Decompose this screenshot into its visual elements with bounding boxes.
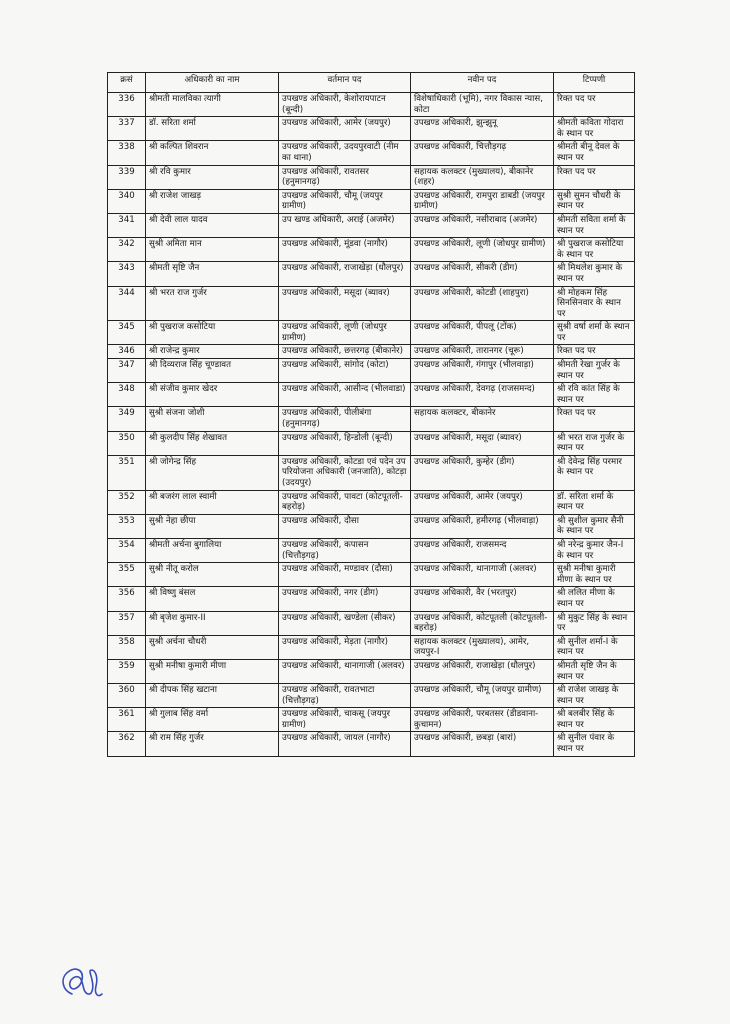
table-row (108, 359, 635, 383)
cell-serial: 355 (108, 563, 146, 587)
table-row (108, 189, 635, 213)
cell-current-post: उपखण्ड अधिकारी, जायल (नागौर) (279, 732, 411, 756)
cell-current-post: उपखण्ड अधिकारी, मूंडवा (नागौर) (279, 238, 411, 262)
cell-remark: रिक्त पद पर (554, 407, 635, 431)
cell-serial: 357 (108, 611, 146, 635)
cell-remark: श्री मिथलेश कुमार के स्थान पर (554, 262, 635, 286)
cell-new-post: उपखण्ड अधिकारी, आमेर (जयपुर) (411, 490, 554, 514)
cell-officer-name: श्री बजरंग लाल स्वामी (146, 490, 279, 514)
cell-serial: 337 (108, 117, 146, 141)
cell-new-post: उपखण्ड अधिकारी, रामपुरा डाबडी (जयपुर ग्रामीण) (411, 189, 554, 213)
cell-serial: 353 (108, 514, 146, 538)
cell-serial: 359 (108, 659, 146, 683)
cell-officer-name: श्री राजेन्द्र कुमार (146, 345, 279, 359)
cell-officer-name: श्री भरत राज गुर्जर (146, 286, 279, 321)
cell-current-post: उपखण्ड अधिकारी, पावटा (कोटपूतली-बहरोड़) (279, 490, 411, 514)
cell-remark: श्रीमती सविता शर्मा के स्थान पर (554, 213, 635, 237)
cell-serial: 345 (108, 321, 146, 345)
cell-remark: सुश्री सुमन चौधरी के स्थान पर (554, 189, 635, 213)
cell-remark: श्री सुनील शर्मा-I के स्थान पर (554, 635, 635, 659)
cell-officer-name: श्री संजीव कुमार खेदर (146, 383, 279, 407)
cell-serial: 343 (108, 262, 146, 286)
cell-serial: 349 (108, 407, 146, 431)
cell-officer-name: श्री दिव्यराज सिंह चूण्डावत (146, 359, 279, 383)
cell-remark: डॉ. सरिता शर्मा के स्थान पर (554, 490, 635, 514)
cell-serial: 361 (108, 708, 146, 732)
cell-officer-name: श्री देवी लाल यादव (146, 213, 279, 237)
cell-officer-name: श्री दीपक सिंह खटाना (146, 684, 279, 708)
table-row (108, 635, 635, 659)
cell-new-post: उपखण्ड अधिकारी, वैर (भरतपुर) (411, 587, 554, 611)
cell-current-post: उपखण्ड अधिकारी, सांगोद (कोटा) (279, 359, 411, 383)
cell-new-post: उपखण्ड अधिकारी, छबड़ा (बारां) (411, 732, 554, 756)
cell-serial: 336 (108, 93, 146, 117)
cell-remark: सुश्री मनीषा कुमारी मीणा के स्थान पर (554, 563, 635, 587)
cell-current-post: उपखण्ड अधिकारी, लूणी (जोधपुर ग्रामीण) (279, 321, 411, 345)
header-remark: टिप्पणी (554, 73, 635, 93)
cell-remark: श्री राजेश जाखड़ के स्थान पर (554, 684, 635, 708)
header-new-post: नवीन पद (411, 73, 554, 93)
cell-new-post: सहायक कलक्टर (मुख्यालय), बीकानेर (शहर) (411, 165, 554, 189)
cell-serial: 338 (108, 141, 146, 165)
cell-current-post: उपखण्ड अधिकारी, रावतसर (हनुमानगढ़) (279, 165, 411, 189)
cell-current-post: उपखण्ड अधिकारी, दौसा (279, 514, 411, 538)
cell-current-post: उपखण्ड अधिकारी, राजाखेड़ा (धौलपुर) (279, 262, 411, 286)
cell-remark: श्री सुनील पंवार के स्थान पर (554, 732, 635, 756)
cell-current-post: उपखण्ड अधिकारी, उदयपुरवाटी (नीम का थाना) (279, 141, 411, 165)
table-row (108, 262, 635, 286)
table-row (108, 587, 635, 611)
cell-serial: 346 (108, 345, 146, 359)
cell-new-post: उपखण्ड अधिकारी, कोटडी (शाहपुरा) (411, 286, 554, 321)
cell-serial: 348 (108, 383, 146, 407)
cell-new-post: उपखण्ड अधिकारी, चित्तौड़गढ़ (411, 141, 554, 165)
cell-new-post: उपखण्ड अधिकारी, तारानगर (चूरू) (411, 345, 554, 359)
table-row (108, 286, 635, 321)
cell-remark: श्रीमती बीनू देवल के स्थान पर (554, 141, 635, 165)
table-row (108, 345, 635, 359)
cell-serial: 344 (108, 286, 146, 321)
cell-serial: 360 (108, 684, 146, 708)
cell-new-post: उपखण्ड अधिकारी, देवगढ़ (राजसमन्द) (411, 383, 554, 407)
cell-serial: 340 (108, 189, 146, 213)
cell-remark: श्री रवि कांत सिंह के स्थान पर (554, 383, 635, 407)
cell-serial: 339 (108, 165, 146, 189)
cell-officer-name: श्रीमती सृष्टि जैन (146, 262, 279, 286)
cell-new-post: उपखण्ड अधिकारी, कोटपूतली (कोटपूतली-बहरोड़) (411, 611, 554, 635)
cell-new-post: उपखण्ड अधिकारी, हमीरगढ़ (भीलवाड़ा) (411, 514, 554, 538)
table-row (108, 165, 635, 189)
cell-new-post: उपखण्ड अधिकारी, कुम्हेर (डीग) (411, 455, 554, 490)
cell-serial: 341 (108, 213, 146, 237)
cell-serial: 362 (108, 732, 146, 756)
header-officer-name: अधिकारी का नाम (146, 73, 279, 93)
cell-officer-name: श्री पुखराज कसोटिया (146, 321, 279, 345)
cell-serial: 342 (108, 238, 146, 262)
cell-new-post: सहायक कलक्टर (मुख्यालय), आमेर, जयपुर-I (411, 635, 554, 659)
cell-officer-name: सुश्री नीतू करोल (146, 563, 279, 587)
cell-current-post: उपखण्ड अधिकारी, केशोरायपाटन (बून्दी) (279, 93, 411, 117)
cell-new-post: उपखण्ड अधिकारी, चौमू (जयपुर ग्रामीण) (411, 684, 554, 708)
table-header-row (108, 73, 635, 93)
cell-current-post: उपखण्ड अधिकारी, छत्तरगढ़ (बीकानेर) (279, 345, 411, 359)
table-row (108, 455, 635, 490)
cell-current-post: उपखण्ड अधिकारी, मेड़ता (नागौर) (279, 635, 411, 659)
cell-serial: 350 (108, 431, 146, 455)
cell-remark: श्री मोहकम सिंह सिनसिनवार के स्थान पर (554, 286, 635, 321)
table-row (108, 538, 635, 562)
cell-current-post: उपखण्ड अधिकारी, खण्डेला (सीकर) (279, 611, 411, 635)
cell-serial: 356 (108, 587, 146, 611)
cell-new-post: उपखण्ड अधिकारी, झुन्झुनू (411, 117, 554, 141)
cell-officer-name: सुश्री मनीषा कुमारी मीणा (146, 659, 279, 683)
cell-new-post: उपखण्ड अधिकारी, लूणी (जोधपुर ग्रामीण) (411, 238, 554, 262)
cell-new-post: उपखण्ड अधिकारी, मसूदा (ब्यावर) (411, 431, 554, 455)
cell-remark: श्रीमती कविता गोदारा के स्थान पर (554, 117, 635, 141)
signature-mark (58, 964, 104, 1004)
cell-new-post: उपखण्ड अधिकारी, गंगापुर (भीलवाड़ा) (411, 359, 554, 383)
table-row (108, 93, 635, 117)
cell-serial: 347 (108, 359, 146, 383)
table-row (108, 708, 635, 732)
cell-new-post: उपखण्ड अधिकारी, राजसमन्द (411, 538, 554, 562)
cell-remark: श्री मुकुट सिंह के स्थान पर (554, 611, 635, 635)
cell-current-post: उपखण्ड अधिकारी, आमेर (जयपुर) (279, 117, 411, 141)
cell-officer-name: श्री विष्णु बंसल (146, 587, 279, 611)
cell-current-post: उपखण्ड अधिकारी, आसीन्द (भीलवाडा) (279, 383, 411, 407)
cell-remark: श्री देवेन्द्र सिंह परमार के स्थान पर (554, 455, 635, 490)
cell-new-post: उपखण्ड अधिकारी, थानागाजी (अलवर) (411, 563, 554, 587)
cell-new-post: विशेषाधिकारी (भूमि), नगर विकास न्यास, कोटा (411, 93, 554, 117)
table-row (108, 611, 635, 635)
cell-serial: 352 (108, 490, 146, 514)
table-row (108, 684, 635, 708)
cell-officer-name: सुश्री नेहा छीपा (146, 514, 279, 538)
cell-current-post: उप खण्ड अधिकारी, अराई (अजमेर) (279, 213, 411, 237)
cell-remark: रिक्त पद पर (554, 165, 635, 189)
cell-serial: 354 (108, 538, 146, 562)
cell-remark: श्री नरेन्द्र कुमार जैन-I के स्थान पर (554, 538, 635, 562)
cell-new-post: उपखण्ड अधिकारी, सीकरी (डीग) (411, 262, 554, 286)
cell-new-post: उपखण्ड अधिकारी, राजाखेड़ा (धौलपुर) (411, 659, 554, 683)
table-row (108, 563, 635, 587)
cell-officer-name: श्रीमती मालविका त्यागी (146, 93, 279, 117)
cell-new-post: सहायक कलक्टर, बीकानेर (411, 407, 554, 431)
cell-officer-name: सुश्री अर्चना चौधरी (146, 635, 279, 659)
cell-current-post: उपखण्ड अधिकारी, चौमू (जयपुर ग्रामीण) (279, 189, 411, 213)
cell-remark: श्री भरत राज गुर्जर के स्थान पर (554, 431, 635, 455)
cell-officer-name: श्री कुलदीप सिंह शेखावत (146, 431, 279, 455)
table-row (108, 732, 635, 756)
cell-officer-name: श्री राजेश जाखड़ (146, 189, 279, 213)
cell-officer-name: श्री गुलाब सिंह वर्मा (146, 708, 279, 732)
cell-remark: श्री बलबीर सिंह के स्थान पर (554, 708, 635, 732)
cell-current-post: उपखण्ड अधिकारी, कोटडा एवं पदेन उप परियोजना अधिकारी (जनजाति), कोटड़ा (उदयपुर) (279, 455, 411, 490)
cell-officer-name: श्री कल्पित शिवरान (146, 141, 279, 165)
cell-current-post: उपखण्ड अधिकारी, कपासन (चित्तौड़गढ़) (279, 538, 411, 562)
cell-officer-name: श्री बृजेश कुमार-II (146, 611, 279, 635)
table-row (108, 407, 635, 431)
cell-remark: श्री सुशील कुमार सैनी के स्थान पर (554, 514, 635, 538)
cell-officer-name: श्री जोगेन्द्र सिंह (146, 455, 279, 490)
cell-officer-name: सुश्री अमिता मान (146, 238, 279, 262)
transfer-table (107, 72, 635, 757)
cell-current-post: उपखण्ड अधिकारी, थानागाजी (अलवर) (279, 659, 411, 683)
cell-remark: श्री पुखराज कसोटिया के स्थान पर (554, 238, 635, 262)
cell-current-post: उपखण्ड अधिकारी, रावतभाटा (चित्तौड़गढ़) (279, 684, 411, 708)
table-row (108, 141, 635, 165)
cell-officer-name: श्री रवि कुमार (146, 165, 279, 189)
table-row (108, 514, 635, 538)
table-row (108, 321, 635, 345)
cell-remark: श्रीमती सृष्टि जैन के स्थान पर (554, 659, 635, 683)
table-row (108, 659, 635, 683)
cell-remark: सुश्री वर्षा शर्मा के स्थान पर (554, 321, 635, 345)
cell-new-post: उपखण्ड अधिकारी, पीपलू (टोंक) (411, 321, 554, 345)
cell-officer-name: डॉ. सरिता शर्मा (146, 117, 279, 141)
cell-current-post: उपखण्ड अधिकारी, मसूदा (ब्यावर) (279, 286, 411, 321)
cell-new-post: उपखण्ड अधिकारी, परबतसर (डीडवाना-कुचामन) (411, 708, 554, 732)
cell-current-post: उपखण्ड अधिकारी, पीलीबंगा (हनुमानगढ़) (279, 407, 411, 431)
cell-current-post: उपखण्ड अधिकारी, हिन्डोली (बून्दी) (279, 431, 411, 455)
table-row (108, 213, 635, 237)
cell-officer-name: श्रीमती अर्चना बुगालिया (146, 538, 279, 562)
cell-current-post: उपखण्ड अधिकारी, मण्डावर (दौसा) (279, 563, 411, 587)
table-row (108, 431, 635, 455)
header-current-post: वर्तमान पद (279, 73, 411, 93)
table-row (108, 490, 635, 514)
table-row (108, 238, 635, 262)
table-row (108, 117, 635, 141)
cell-officer-name: सुश्री संजना जोशी (146, 407, 279, 431)
cell-new-post: उपखण्ड अधिकारी, नसीराबाद (अजमेर) (411, 213, 554, 237)
cell-current-post: उपखण्ड अधिकारी, चाकसू (जयपुर ग्रामीण) (279, 708, 411, 732)
table-row (108, 383, 635, 407)
cell-serial: 351 (108, 455, 146, 490)
header-serial: क्रसं (108, 73, 146, 93)
cell-serial: 358 (108, 635, 146, 659)
cell-remark: रिक्त पद पर (554, 345, 635, 359)
cell-officer-name: श्री राम सिंह गुर्जर (146, 732, 279, 756)
cell-remark: श्रीमती रेखा गुर्जर के स्थान पर (554, 359, 635, 383)
cell-remark: श्री ललित मीणा के स्थान पर (554, 587, 635, 611)
cell-remark: रिक्त पद पर (554, 93, 635, 117)
cell-current-post: उपखण्ड अधिकारी, नगर (डीग) (279, 587, 411, 611)
